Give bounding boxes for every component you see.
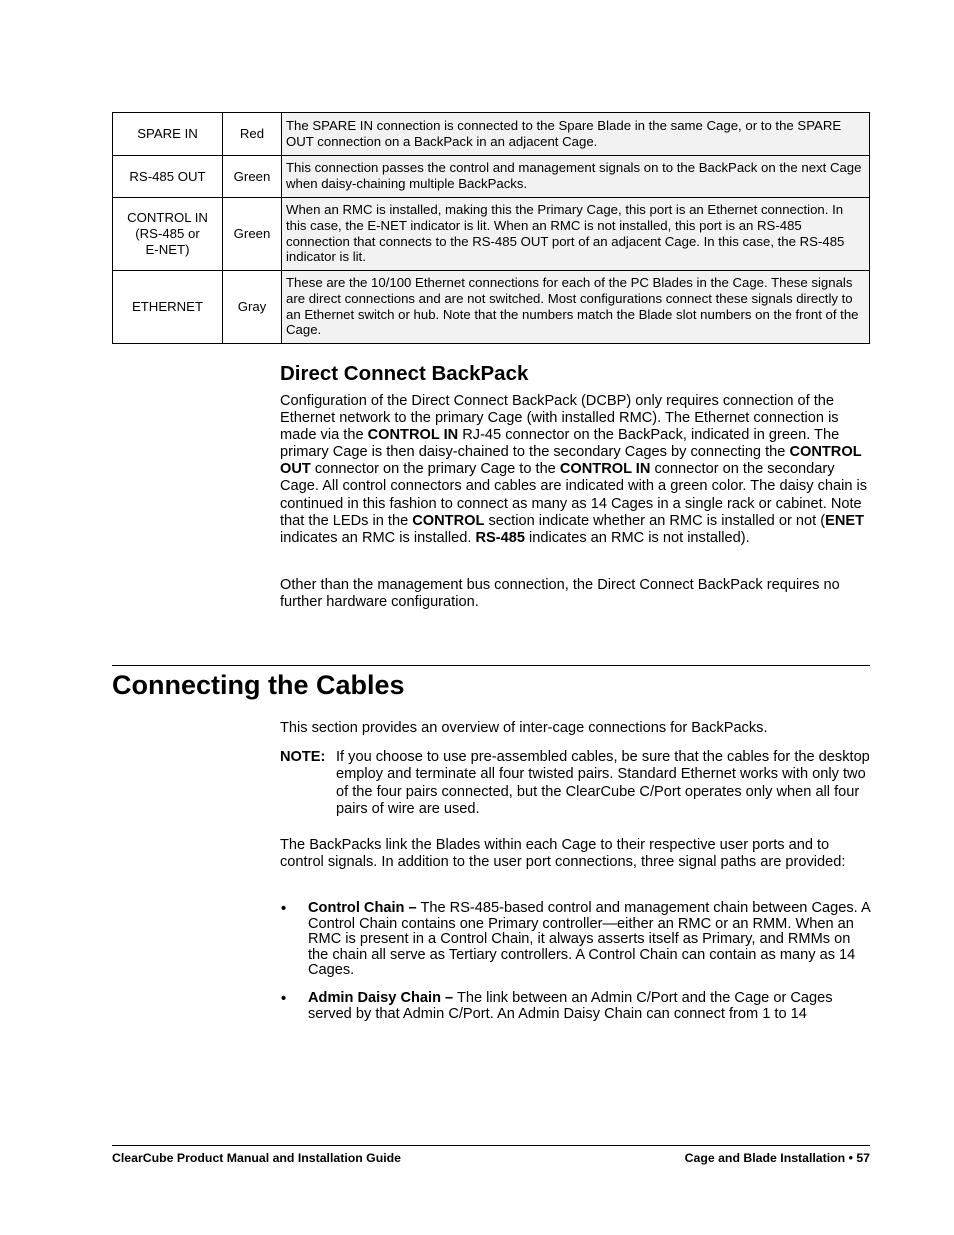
intro-paragraph: This section provides an overview of inter-cage connections for BackPacks. [280, 720, 768, 736]
bullet-title: Control Chain – [308, 900, 417, 916]
bullet-marker: • [281, 901, 287, 917]
section-divider [112, 665, 870, 666]
bullet-body: The RS-485-based control and management chain between Cages. A Control Chain contains one Primary controller—either an RMC or an RMM. When an RMC is present in a Control Chain, it always asserts itself as Primary, and RMMs on the chain all serve as Tertiary controllers. A Control Chain can contain as many as 14 Cages. [308, 900, 870, 979]
text-run: indicates an RMC is installed. [280, 529, 476, 546]
connector-color: Red [223, 113, 282, 156]
page-title: Connecting the Cables [112, 670, 405, 700]
list-item [308, 991, 870, 1022]
bold-text: CONTROL IN [559, 461, 651, 478]
connector-table [112, 112, 870, 344]
connector-description: The SPARE IN connection is connected to the Spare Blade in the same Cage, or to the SPARE OUT connection on a BackPack in an adjacent Cage. [282, 113, 870, 156]
section-heading-direct-connect: Direct Connect BackPack [280, 362, 529, 385]
bullet-marker: • [281, 991, 287, 1007]
table-row [113, 113, 870, 156]
list-item [308, 901, 870, 979]
connector-name: RS-485 OUT [113, 156, 223, 198]
connector-name-line: E-NET) [145, 241, 190, 257]
connector-name-line: (RS-485 or [135, 226, 200, 242]
connector-color: Green [223, 198, 282, 271]
footer-right: Cage and Blade Installation • 57 [684, 1151, 870, 1165]
note-text: If you choose to use pre-assembled cables, be sure that the cables for the desktop employ and terminate all four twisted pairs. Standard Ethernet works with only two of the four pairs connected, but the ClearCube C/Port operates only when all four pairs of wire are used. [336, 749, 870, 817]
text-run: connector on the secondary Cage. All control connectors and cables are indicated with a green color. The daisy chain is continued in this fashion to connect as many as 14 Cages in a single rack or cabinet. Note that the LEDs in the [280, 461, 868, 529]
connector-name: ETHERNET [113, 271, 223, 344]
connector-name: SPARE IN [113, 113, 223, 156]
text-run: RJ-45 connector on the BackPack, indicated in green. The primary Cage is then daisy-chained to the secondary Cages by connecting the [280, 427, 840, 461]
connector-description: This connection passes the control and management signals on to the BackPack on the next Cage when daisy-chaining multiple BackPacks. [282, 156, 870, 198]
connector-name [113, 198, 223, 271]
connector-color: Green [223, 156, 282, 198]
direct-connect-paragraph [280, 393, 870, 547]
bold-text: RS-485 [475, 529, 525, 546]
text-run: indicates an RMC is not installed). [524, 529, 750, 546]
bold-text: CONTROL IN [367, 427, 459, 444]
table-row [113, 156, 870, 198]
backpacks-paragraph: The BackPacks link the Blades within each Cage to their respective user ports and to control signals. In addition to the user port connections, three signal paths are provided: [280, 837, 846, 871]
table-row [113, 198, 870, 271]
footer-left: ClearCube Product Manual and Installation Guide [112, 1151, 402, 1165]
footer-divider [112, 1145, 870, 1146]
bold-text: ENET [825, 512, 865, 529]
table-row [113, 271, 870, 344]
note-label: NOTE: [280, 749, 326, 765]
bullet-body: The link between an Admin C/Port and the Cage or Cages served by that Admin C/Port. An Admin Daisy Chain can connect from 1 to 14 [308, 990, 833, 1022]
text-run: section indicate whether an RMC is installed or not ( [484, 512, 826, 529]
bold-text: CONTROL OUT [280, 444, 862, 478]
connector-description: These are the 10/100 Ethernet connections for each of the PC Blades in the Cage. These signals are direct connections and are not switched. Most configurations connect these signals directly to an Ethernet switch or hub. Note that the numbers match the Blade slot numbers on the front of the Cage. [282, 271, 870, 344]
text-run: connector on the primary Cage to the [310, 461, 560, 478]
connector-name-line: CONTROL IN [127, 210, 208, 226]
bold-text: CONTROL [412, 512, 485, 529]
direct-connect-paragraph-2: Other than the management bus connection, the Direct Connect BackPack requires no further hardware configuration. [280, 577, 840, 611]
bullet-title: Admin Daisy Chain – [308, 990, 454, 1006]
connector-description: When an RMC is installed, making this the Primary Cage, this port is an Ethernet connection. In this case, the E-NET indicator is lit. When an RMC is not installed, this port is an RS-485 connection that connects to the RS-485 OUT port of an adjacent Cage. In this case, the RS-485 indicator is lit. [282, 198, 870, 271]
text-run: Configuration of the Direct Connect BackPack (DCBP) only requires connection of the Ethernet network to the primary Cage (with installed RMC). The Ethernet connection is made via the [280, 393, 839, 444]
connector-color: Gray [223, 271, 282, 344]
